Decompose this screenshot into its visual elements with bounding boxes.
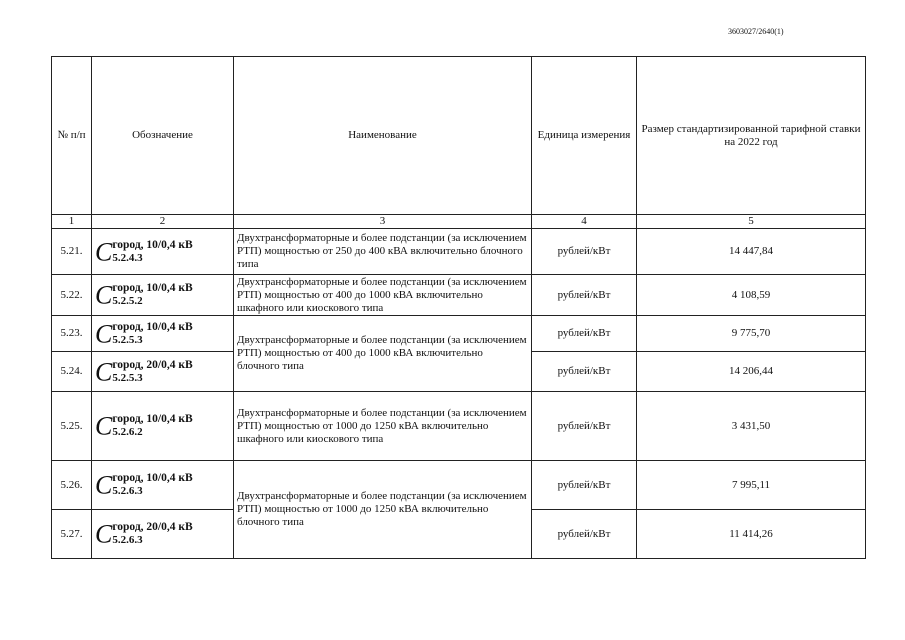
designation-symbol: C <box>95 519 113 549</box>
header-name: Наименование <box>234 57 532 215</box>
row-number: 5.22. <box>52 275 92 316</box>
unit-cell: рублей/кВт <box>532 392 637 461</box>
name-cell: Двухтрансформаторные и более подстанции (за исключением РТП) мощностью от 400 до 1000 кВА включительно шкафного или киоскового типа <box>234 275 532 316</box>
table-row <box>52 392 866 461</box>
designation-subscript: 5.2.5.3 <box>112 333 143 346</box>
designation-symbol: C <box>95 357 113 386</box>
table-row <box>52 275 866 316</box>
header-number: № п/п <box>52 57 92 215</box>
table-row <box>52 316 866 352</box>
header-designation: Обозначение <box>92 57 234 215</box>
row-number: 5.24. <box>52 352 92 392</box>
designation-subscript: 5.2.6.3 <box>112 485 143 497</box>
row-number: 5.27. <box>52 510 92 559</box>
header-rate: Размер стандартизированной тарифной ставки на 2022 год <box>637 57 866 215</box>
table-row <box>52 461 866 510</box>
tariff-table <box>51 56 866 559</box>
row-number: 5.23. <box>52 316 92 352</box>
designation-cell <box>92 510 234 559</box>
value-cell: 11 414,26 <box>637 510 866 559</box>
designation-subscript: 5.2.6.2 <box>112 426 143 438</box>
header-row <box>52 57 866 215</box>
designation-symbol: C <box>95 280 113 310</box>
document-number: 3603027/2640(1) <box>728 27 784 36</box>
designation-superscript: город, 10/0,4 кВ <box>112 472 193 484</box>
column-number: 4 <box>532 215 637 229</box>
row-number: 5.21. <box>52 229 92 275</box>
designation-symbol: C <box>95 237 113 266</box>
designation-symbol: C <box>95 319 113 348</box>
designation-cell <box>92 352 234 392</box>
designation-symbol: C <box>95 470 113 500</box>
designation-cell <box>92 275 234 316</box>
value-cell: 4 108,59 <box>637 275 866 316</box>
name-cell: Двухтрансформаторные и более подстанции (за исключением РТП) мощностью от 400 до 1000 кВА включительно блочного типа <box>234 316 532 392</box>
designation-superscript: город, 10/0,4 кВ <box>112 238 193 251</box>
designation-subscript: 5.2.5.3 <box>112 371 143 384</box>
designation-superscript: город, 20/0,4 кВ <box>112 521 193 533</box>
unit-cell: рублей/кВт <box>532 229 637 275</box>
designation-cell <box>92 229 234 275</box>
designation-superscript: город, 20/0,4 кВ <box>112 358 193 371</box>
column-number: 1 <box>52 215 92 229</box>
unit-cell: рублей/кВт <box>532 275 637 316</box>
designation-subscript: 5.2.5.2 <box>112 295 143 307</box>
value-cell: 7 995,11 <box>637 461 866 510</box>
name-cell: Двухтрансформаторные и более подстанции (за исключением РТП) мощностью от 1000 до 1250 кВА включительно шкафного или киоскового типа <box>234 392 532 461</box>
designation-superscript: город, 10/0,4 кВ <box>112 413 193 425</box>
designation-symbol: C <box>95 411 113 441</box>
value-cell: 14 206,44 <box>637 352 866 392</box>
designation-subscript: 5.2.4.3 <box>112 251 143 264</box>
designation-cell <box>92 392 234 461</box>
designation-superscript: город, 10/0,4 кВ <box>112 282 193 294</box>
column-number: 5 <box>637 215 866 229</box>
value-cell: 9 775,70 <box>637 316 866 352</box>
column-number: 3 <box>234 215 532 229</box>
unit-cell: рублей/кВт <box>532 352 637 392</box>
unit-cell: рублей/кВт <box>532 510 637 559</box>
designation-subscript: 5.2.6.3 <box>112 534 143 546</box>
value-cell: 3 431,50 <box>637 392 866 461</box>
name-cell: Двухтрансформаторные и более подстанции (за исключением РТП) мощностью от 1000 до 1250 кВА включительно блочного типа <box>234 461 532 559</box>
name-cell: Двухтрансформаторные и более подстанции (за исключением РТП) мощностью от 250 до 400 кВА включительно блочного типа <box>234 229 532 275</box>
column-number-row <box>52 215 866 229</box>
column-number: 2 <box>92 215 234 229</box>
value-cell: 14 447,84 <box>637 229 866 275</box>
unit-cell: рублей/кВт <box>532 316 637 352</box>
designation-cell <box>92 461 234 510</box>
header-unit: Единица измерения <box>532 57 637 215</box>
designation-superscript: город, 10/0,4 кВ <box>112 320 193 333</box>
row-number: 5.25. <box>52 392 92 461</box>
unit-cell: рублей/кВт <box>532 461 637 510</box>
row-number: 5.26. <box>52 461 92 510</box>
designation-cell <box>92 316 234 352</box>
table-row <box>52 229 866 275</box>
